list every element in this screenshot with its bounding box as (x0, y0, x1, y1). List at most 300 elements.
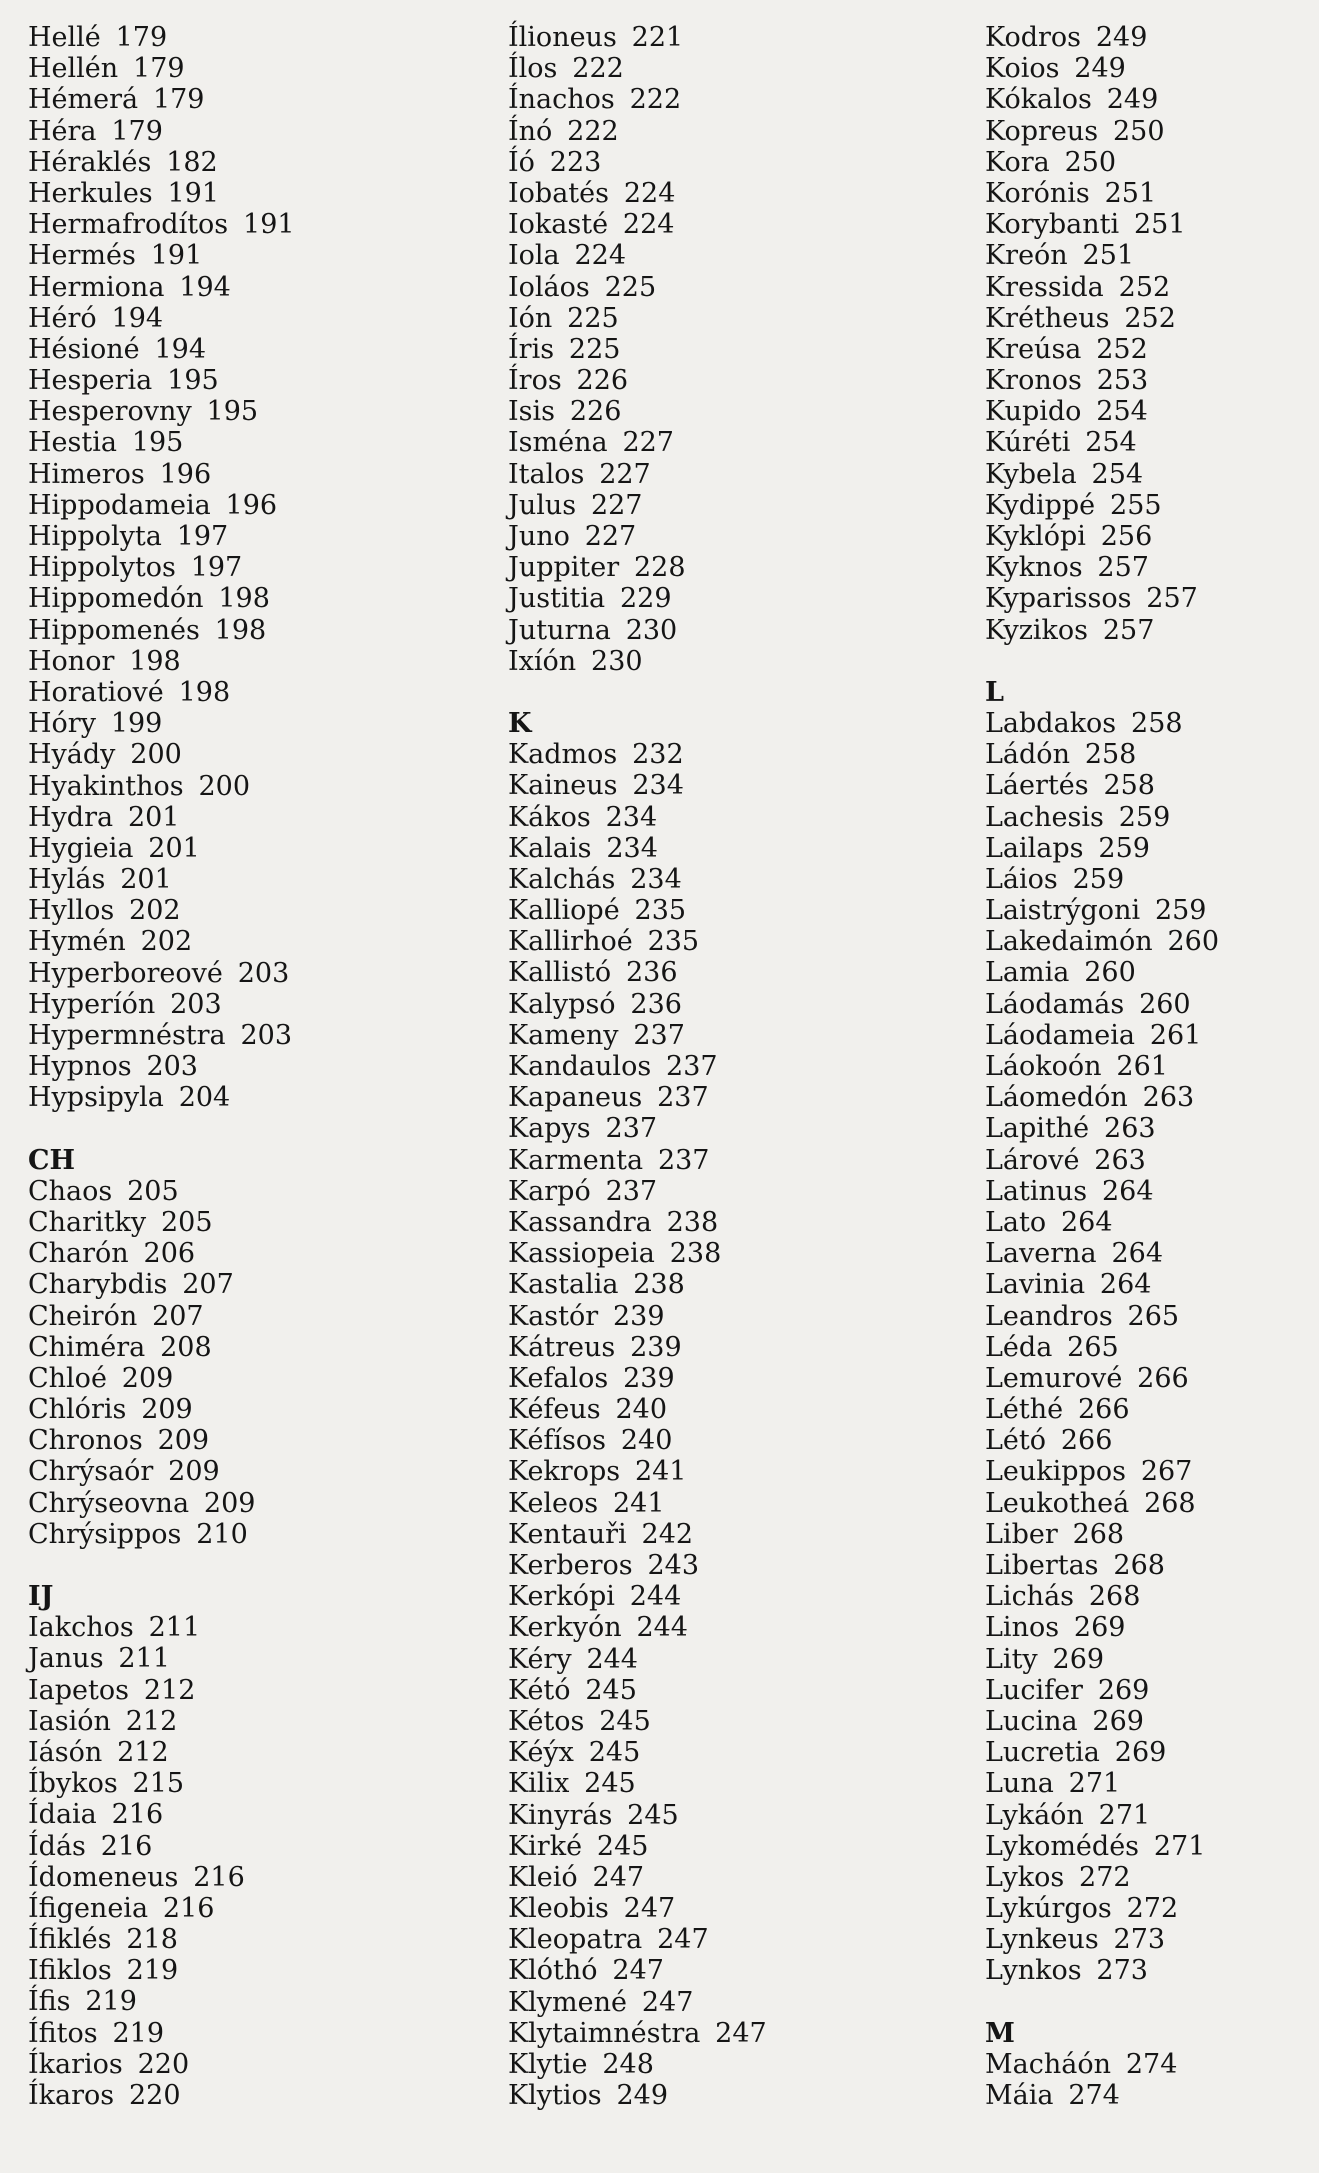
entry-name: Ídaia (28, 1799, 97, 1831)
entry-page-number: 220 (129, 2080, 181, 2111)
index-entry (28, 802, 498, 833)
entry-name: Chaos (28, 1175, 113, 1207)
index-entry (28, 1238, 498, 1269)
entry-page-number: 222 (572, 53, 624, 85)
index-entry (508, 1581, 968, 1612)
index-entry (28, 1862, 498, 1893)
entry-page-number: 197 (176, 521, 229, 552)
index-entry (28, 1363, 498, 1394)
entry-page-number: 203 (146, 1051, 198, 1083)
index-entry (28, 1986, 498, 2017)
entry-name: Ífigeneia (28, 1892, 149, 1924)
entry-page-number: 229 (619, 583, 672, 615)
entry-page-number: 200 (130, 739, 182, 771)
index-entry (985, 2080, 1305, 2111)
index-entry (985, 1488, 1305, 1519)
index-entry (508, 583, 968, 614)
entry-name: Kerkópi (508, 1581, 615, 1613)
entry-page-number: 218 (126, 1924, 178, 1956)
index-entry (985, 84, 1305, 115)
entry-name: Hóry (28, 708, 96, 740)
entry-page-number: 266 (1060, 1425, 1113, 1457)
index-entry (508, 53, 968, 84)
entry-name: Kreón (985, 240, 1068, 272)
entry-page-number: 191 (150, 240, 203, 272)
index-entry (985, 240, 1305, 271)
entry-name: Ídás (28, 1830, 86, 1862)
entry-page-number: 242 (641, 1518, 694, 1550)
entry-name: Kéfeus (508, 1394, 601, 1426)
entry-name: Hémerá (28, 84, 139, 116)
entry-name: Ínó (508, 115, 553, 147)
entry-page-number: 219 (112, 2017, 165, 2049)
entry-page-number: 224 (574, 240, 627, 272)
index-entry (508, 209, 968, 240)
index-entry (985, 1176, 1305, 1207)
entry-name: Luna (985, 1768, 1054, 1800)
entry-page-number: 264 (1060, 1206, 1113, 1238)
entry-name: Kéry (508, 1643, 572, 1675)
index-entry (508, 1737, 968, 1768)
entry-name: Kekrops (508, 1456, 621, 1488)
entry-page-number: 191 (243, 209, 295, 241)
entry-name: Iasión (28, 1705, 111, 1737)
index-entry (28, 1394, 498, 1425)
index-entry (28, 1768, 498, 1799)
entry-name: Justitia (508, 583, 606, 615)
entry-name: Létó (985, 1425, 1047, 1457)
entry-page-number: 195 (131, 427, 184, 459)
index-entry (508, 396, 968, 427)
entry-page-number: 197 (190, 552, 243, 584)
entry-page-number: 253 (1096, 365, 1149, 397)
entry-name: Klymené (508, 1986, 628, 2018)
index-entry (985, 1269, 1305, 1300)
entry-page-number: 245 (588, 1737, 641, 1769)
index-entry (985, 1051, 1305, 1082)
entry-page-number: 215 (132, 1768, 185, 1800)
entry-page-number: 259 (1154, 895, 1207, 927)
entry-name: Kyparissos (985, 583, 1132, 615)
entry-page-number: 209 (168, 1456, 220, 1488)
entry-name: Kapys (508, 1113, 591, 1145)
entry-name: Kétos (508, 1705, 585, 1737)
entry-name: Lapithé (985, 1113, 1090, 1145)
index-entry (985, 1612, 1305, 1643)
entry-page-number: 254 (1085, 427, 1137, 459)
entry-name: Kókalos (985, 84, 1092, 116)
entry-name: Ínachos (508, 84, 615, 116)
entry-page-number: 247 (641, 1986, 694, 2018)
entry-name: Kleobis (508, 1893, 609, 1925)
entry-page-number: 202 (140, 926, 193, 958)
entry-name: Horatiové (28, 676, 164, 708)
entry-page-number: 256 (1100, 521, 1153, 552)
entry-page-number: 249 (1106, 84, 1159, 116)
entry-name: Juppiter (508, 552, 620, 584)
entry-name: Kaineus (508, 770, 618, 802)
entry-page-number: 245 (596, 1830, 649, 1862)
index-entry (28, 646, 498, 677)
entry-page-number: 238 (666, 1206, 719, 1238)
entry-name: Lemurové (985, 1362, 1123, 1394)
entry-name: Hesperia (28, 365, 153, 397)
entry-page-number: 250 (1112, 115, 1165, 147)
index-entry (28, 1706, 498, 1737)
index-entry (508, 2049, 968, 2080)
index-entry (28, 1831, 498, 1862)
index-entry (985, 552, 1305, 583)
entry-name: Kreúsa (985, 333, 1082, 365)
index-entry (508, 989, 968, 1020)
entry-name: Kastalia (508, 1269, 619, 1301)
entry-page-number: 237 (605, 1113, 658, 1145)
entry-name: Chrýsaór (28, 1456, 154, 1488)
index-entry (508, 739, 968, 770)
entry-name: Láokoón (985, 1051, 1102, 1082)
entry-page-number: 261 (1149, 1019, 1202, 1051)
index-entry (28, 895, 498, 926)
entry-name: Íbykos (28, 1768, 118, 1800)
entry-page-number: 243 (647, 1550, 700, 1581)
index-entry (28, 1425, 498, 1456)
entry-name: Janus (28, 1643, 104, 1675)
entry-page-number: 252 (1096, 333, 1148, 365)
index-entry (28, 209, 498, 240)
entry-page-number: 211 (118, 1643, 170, 1675)
section-heading: IJ (28, 1581, 54, 1612)
entry-page-number: 205 (161, 1206, 213, 1238)
index-entry (985, 989, 1305, 1020)
entry-name: Hydra (28, 801, 114, 833)
index-section (985, 22, 1305, 646)
entry-name: Léthé (985, 1394, 1064, 1426)
index-entry (28, 84, 498, 115)
entry-page-number: 206 (143, 1238, 196, 1270)
entry-name: Kalliopé (508, 895, 620, 927)
index-entry (508, 240, 968, 271)
index-entry (508, 1113, 968, 1144)
index-entry (508, 116, 968, 147)
entry-page-number: 179 (133, 53, 185, 85)
index-entry (985, 926, 1305, 957)
entry-page-number: 265 (1067, 1331, 1119, 1363)
index-entry (985, 1955, 1305, 1986)
entry-page-number: 222 (567, 115, 619, 147)
entry-page-number: 241 (613, 1487, 665, 1519)
index-entry (508, 770, 968, 801)
entry-name: Cheirón (28, 1300, 138, 1332)
entry-page-number: 235 (634, 895, 687, 927)
index-entry (508, 833, 968, 864)
index-entry (28, 677, 498, 708)
entry-page-number: 271 (1068, 1768, 1121, 1800)
entry-name: Hyperíón (28, 988, 156, 1020)
entry-page-number: 257 (1102, 614, 1155, 646)
index-section (985, 2018, 1305, 2112)
index-entry (28, 1643, 498, 1674)
entry-page-number: 240 (615, 1394, 668, 1426)
entry-page-number: 220 (137, 2048, 190, 2080)
entry-name: Ión (508, 302, 553, 334)
index-entry (508, 1456, 968, 1487)
entry-page-number: 234 (606, 832, 658, 864)
index-entry (508, 1675, 968, 1706)
entry-name: Hippolyta (28, 521, 162, 552)
entry-page-number: 258 (1084, 739, 1137, 771)
entry-page-number: 272 (1126, 1893, 1179, 1925)
entry-page-number: 260 (1139, 988, 1191, 1020)
index-entry (508, 646, 968, 677)
index-entry (28, 1955, 498, 1986)
entry-name: Íó (508, 146, 535, 178)
index-entry (508, 1363, 968, 1394)
index-column-2 (508, 22, 968, 2111)
entry-page-number: 224 (623, 177, 676, 209)
entry-page-number: 196 (225, 489, 278, 521)
entry-name: Máia (985, 2080, 1054, 2111)
entry-name: Hygieia (28, 832, 134, 864)
index-entry (985, 490, 1305, 521)
index-entry (508, 1893, 968, 1924)
entry-name: Korónis (985, 177, 1090, 209)
index-entry (508, 1082, 968, 1113)
entry-page-number: 232 (632, 739, 684, 771)
entry-page-number: 258 (1103, 770, 1155, 802)
index-entry (508, 1145, 968, 1176)
entry-name: Koios (985, 53, 1060, 85)
entry-name: Leukotheá (985, 1487, 1130, 1519)
entry-name: Hesperovny (28, 396, 192, 428)
entry-page-number: 244 (629, 1581, 682, 1613)
entry-page-number: 247 (715, 2017, 767, 2049)
index-entry (985, 1425, 1305, 1456)
entry-page-number: 223 (549, 146, 602, 178)
entry-page-number: 225 (567, 302, 619, 334)
entry-page-number: 251 (1082, 240, 1135, 272)
index-entry (28, 53, 498, 84)
index-entry (985, 116, 1305, 147)
entry-page-number: 239 (612, 1300, 665, 1332)
index-entry (28, 1269, 498, 1300)
entry-name: Ifiklos (28, 1955, 112, 1987)
entry-page-number: 265 (1127, 1300, 1180, 1332)
entry-page-number: 254 (1096, 396, 1148, 428)
entry-page-number: 208 (160, 1331, 212, 1363)
entry-page-number: 248 (602, 2049, 654, 2080)
entry-name: Linos (985, 1612, 1060, 1644)
index-entry (28, 459, 498, 490)
entry-name: Léda (985, 1331, 1053, 1363)
index-entry (28, 958, 498, 989)
entry-name: Lynkeus (985, 1924, 1099, 1956)
entry-page-number: 203 (170, 988, 222, 1020)
index-entry (28, 552, 498, 583)
index-entry (28, 147, 498, 178)
entry-name: Íris (508, 333, 555, 365)
entry-name: Hésioné (28, 333, 140, 365)
index-entry (985, 1238, 1305, 1269)
index-entry (985, 22, 1305, 53)
entry-page-number: 235 (647, 926, 700, 958)
entry-page-number: 230 (591, 645, 643, 677)
entry-name: Kinyrás (508, 1799, 613, 1831)
entry-name: Iásón (28, 1736, 103, 1768)
index-entry (28, 583, 498, 614)
index-entry (508, 1644, 968, 1675)
entry-page-number: 238 (669, 1238, 722, 1270)
index-entry (985, 583, 1305, 614)
entry-name: Lykos (985, 1861, 1065, 1893)
entry-page-number: 269 (1092, 1705, 1144, 1737)
entry-page-number: 264 (1099, 1269, 1152, 1301)
entry-name: Kleió (508, 1861, 578, 1893)
entry-page-number: 237 (666, 1051, 718, 1082)
index-entry (28, 739, 498, 770)
index-entry (508, 1207, 968, 1238)
entry-page-number: 267 (1140, 1456, 1193, 1488)
entry-page-number: 269 (1073, 1612, 1126, 1644)
entry-page-number: 234 (630, 863, 682, 895)
entry-page-number: 204 (178, 1082, 231, 1114)
entry-name: Lykomédés (985, 1830, 1140, 1862)
entry-name: Hippodameia (28, 489, 211, 521)
entry-page-number: 245 (599, 1705, 651, 1737)
index-entry (508, 1051, 968, 1082)
entry-page-number: 216 (111, 1799, 164, 1831)
entry-page-number: 234 (632, 770, 684, 802)
index-entry (985, 459, 1305, 490)
entry-name: Hyády (28, 739, 116, 771)
entry-name: Ládón (985, 739, 1070, 771)
entry-page-number: 259 (1098, 832, 1150, 864)
index-section (508, 22, 968, 677)
index-entry (985, 833, 1305, 864)
index-entry (508, 1706, 968, 1737)
index-entry (985, 864, 1305, 895)
entry-name: Iakchos (28, 1612, 134, 1644)
entry-page-number: 195 (167, 365, 219, 397)
entry-page-number: 196 (159, 458, 212, 490)
entry-name: Kallirhoé (508, 926, 633, 958)
index-entry (508, 427, 968, 458)
entry-page-number: 207 (152, 1300, 204, 1332)
index-entry (28, 1020, 498, 1051)
entry-name: Isis (508, 396, 556, 428)
entry-name: Kátreus (508, 1331, 616, 1363)
entry-name: Liber (985, 1518, 1058, 1550)
entry-page-number: 194 (111, 302, 164, 334)
entry-name: Íros (508, 365, 562, 397)
index-entry (28, 1488, 498, 1519)
entry-name: Hyllos (28, 895, 115, 927)
entry-page-number: 239 (630, 1331, 682, 1363)
entry-page-number: 269 (1097, 1674, 1150, 1706)
entry-name: Hermés (28, 240, 136, 272)
entry-page-number: 259 (1072, 863, 1125, 895)
index-entry (508, 22, 968, 53)
entry-name: Lamia (985, 957, 1070, 989)
entry-page-number: 266 (1077, 1394, 1130, 1426)
entry-name: Macháón (985, 2048, 1111, 2080)
index-entry (985, 1456, 1305, 1487)
index-entry (28, 490, 498, 521)
index-entry (508, 957, 968, 988)
entry-name: Lity (985, 1643, 1038, 1675)
index-entry (985, 1113, 1305, 1144)
index-entry (28, 22, 498, 53)
entry-page-number: 258 (1131, 707, 1183, 739)
section-heading: M (985, 2017, 1015, 2049)
entry-name: Klytie (508, 2049, 588, 2080)
entry-page-number: 202 (129, 895, 181, 927)
entry-name: Kressida (985, 271, 1104, 303)
entry-name: Klytios (508, 2080, 602, 2112)
index-entry (508, 1488, 968, 1519)
entry-name: Kameny (508, 1019, 619, 1051)
entry-name: Kronos (985, 365, 1082, 397)
entry-name: Klytaimnéstra (508, 2017, 701, 2049)
index-entry (28, 2049, 498, 2080)
entry-page-number: 257 (1146, 583, 1198, 615)
entry-name: Juturna (508, 614, 611, 646)
index-entry (28, 989, 498, 1020)
entry-page-number: 251 (1104, 177, 1157, 209)
index-section (508, 708, 968, 2111)
index-entry (508, 1301, 968, 1332)
entry-page-number: 237 (657, 1082, 709, 1114)
entry-name: Lykáón (985, 1799, 1084, 1831)
index-entry (985, 147, 1305, 178)
entry-page-number: 228 (634, 552, 686, 584)
entry-page-number: 263 (1094, 1144, 1146, 1176)
index-entry (508, 864, 968, 895)
entry-name: Kassiopeia (508, 1238, 655, 1270)
entry-name: Lucretia (985, 1737, 1100, 1769)
entry-name: Hylás (28, 864, 106, 896)
index-entry (28, 926, 498, 957)
index-entry (28, 1051, 498, 1082)
entry-name: Íkaros (28, 2080, 115, 2111)
entry-page-number: 268 (1072, 1518, 1125, 1550)
index-entry (508, 1519, 968, 1550)
entry-name: Krétheus (985, 302, 1110, 334)
entry-name: Isména (508, 427, 608, 459)
index-entry (985, 178, 1305, 209)
entry-name: Hyperboreové (28, 957, 223, 989)
entry-page-number: 247 (657, 1924, 709, 1956)
entry-name: Héró (28, 302, 97, 334)
entry-name: Herkules (28, 177, 153, 209)
entry-page-number: 247 (592, 1861, 645, 1893)
index-entry (508, 334, 968, 365)
index-entry (28, 396, 498, 427)
index-entry (985, 739, 1305, 770)
index-entry (508, 615, 968, 646)
index-entry (28, 708, 498, 739)
index-section (985, 677, 1305, 1987)
entry-name: Kyknos (985, 552, 1083, 584)
index-entry (508, 1269, 968, 1300)
entry-page-number: 179 (115, 22, 168, 53)
entry-name: Lucina (985, 1705, 1078, 1737)
index-entry (28, 272, 498, 303)
index-column-1 (28, 22, 498, 2111)
entry-name: Charón (28, 1238, 129, 1270)
entry-page-number: 241 (634, 1456, 687, 1488)
entry-name: Kybela (985, 458, 1077, 490)
index-entry (508, 926, 968, 957)
